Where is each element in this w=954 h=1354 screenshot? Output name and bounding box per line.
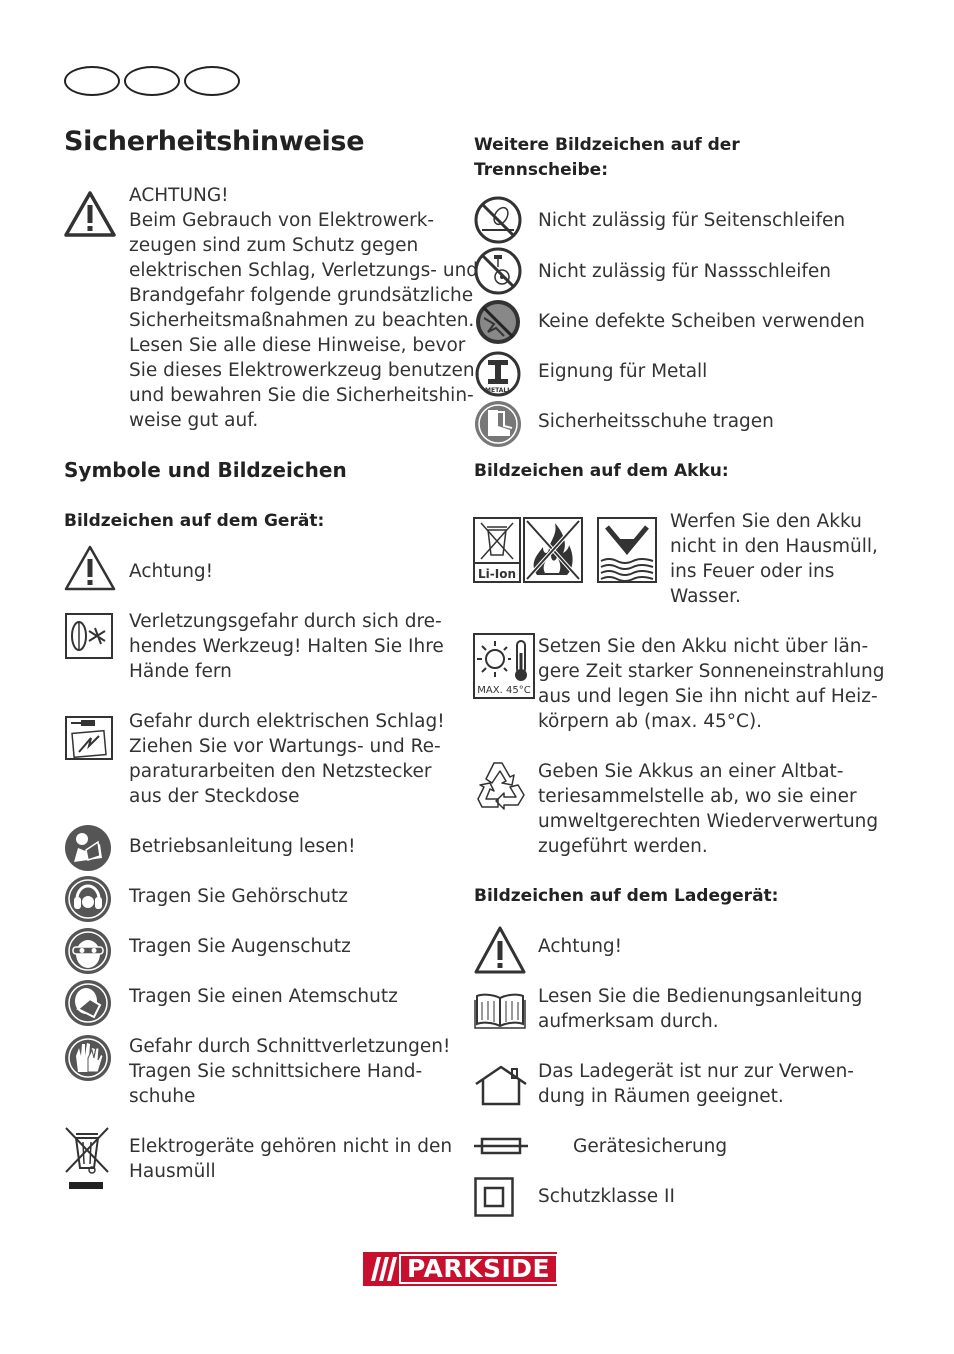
parkside-logo bbox=[363, 1252, 557, 1286]
charger-item-indoor: Das Ladegerät ist nur zur Verwen- dung in Räumen geeignet. bbox=[538, 1061, 854, 1107]
metal-suitability-icon bbox=[474, 351, 522, 397]
no-side-grinding-icon bbox=[474, 196, 522, 244]
open-book-icon bbox=[474, 992, 526, 1030]
respiratory-protection-icon bbox=[64, 979, 112, 1027]
hearing-protection-icon bbox=[64, 875, 112, 923]
charger-item-attention: Achtung! bbox=[538, 936, 623, 957]
weee-crossed-bin-icon bbox=[64, 1126, 110, 1190]
device-item-manual: Betriebsanleitung lesen! bbox=[129, 836, 356, 857]
read-manual-icon bbox=[64, 824, 112, 872]
logo-slashes-icon bbox=[371, 1257, 399, 1281]
disc-symbols-heading bbox=[474, 133, 740, 183]
recycling-icon bbox=[474, 757, 530, 813]
rotating-tool-icon bbox=[65, 613, 113, 659]
device-item-electric: Gefahr durch elektrischen Schlag! Ziehen Sie vor Wartungs- und Re- paraturarbeiten den Netzstecker aus der Steckdose bbox=[129, 711, 445, 807]
charger-item-manual: Lesen Sie die Bedienungsanleitung aufmerksam durch. bbox=[538, 986, 863, 1032]
no-fire-icon bbox=[523, 517, 583, 583]
device-item-hearing: Tragen Sie Gehörschutz bbox=[129, 886, 348, 907]
disc-symbols-heading-text: Weitere Bildzeichen auf der Trennscheibe: bbox=[474, 135, 740, 180]
electric-shock-icon bbox=[65, 716, 113, 760]
warning-title: ACHTUNG! bbox=[129, 185, 229, 206]
warning-triangle-icon bbox=[474, 925, 526, 975]
warning-triangle-icon bbox=[64, 544, 116, 592]
max-temperature-icon bbox=[473, 633, 535, 699]
metal-label: METALL bbox=[485, 387, 511, 394]
device-symbols-heading: Bildzeichen auf dem Gerät: bbox=[64, 511, 325, 531]
warning-triangle-icon bbox=[64, 190, 116, 238]
liion-label: Li-Ion bbox=[478, 567, 516, 581]
disc-item-shoes: Sicherheitsschuhe tragen bbox=[538, 411, 774, 432]
device-item-rotating: Verletzungsgefahr durch sich dre- hendes Werkzeug! Halten Sie Ihre Hände fern bbox=[129, 611, 444, 682]
eye-protection-icon bbox=[64, 927, 112, 975]
device-item-eye: Tragen Sie Augenschutz bbox=[129, 936, 351, 957]
no-wet-grinding-icon bbox=[474, 247, 522, 295]
device-item-attention: Achtung! bbox=[129, 561, 214, 582]
akku-item-heat: Setzen Sie den Akku nicht über län- gere Zeit starker Sonneneinstrahlung aus und legen Sie ihn nicht auf Heiz- körpern ab (max. 45°C). bbox=[538, 636, 885, 732]
disc-item-side: Nicht zulässig für Seitenschleifen bbox=[538, 210, 846, 231]
language-oval bbox=[184, 66, 240, 96]
protective-gloves-icon bbox=[64, 1034, 112, 1082]
warning-text: Beim Gebrauch von Elektrowerk- zeugen sind zum Schutz gegen elektrischen Schlag, Verletzungs- und Brandgefahr folgende grundsätzliche Sicherheitsmaßnahmen zu beachten. Lesen Sie alle diese Hinweise, bevor Sie dieses Elektrowerkzeug benutzen, und bewahren Sie die Sicherheitshin- weise gut auf. bbox=[129, 210, 481, 431]
akku-item-recycle: Geben Sie Akkus an einer Altbat- teriesammelstelle ab, wo sie einer umweltgerechten Wiederverwertung zugeführt werden. bbox=[538, 761, 879, 857]
device-item-weee: Elektrogeräte gehören nicht in den Hausmüll bbox=[129, 1136, 453, 1182]
no-water-icon bbox=[597, 517, 657, 583]
charger-item-fuse: Gerätesicherung bbox=[573, 1136, 728, 1157]
disc-item-metal: Eignung für Metall bbox=[538, 361, 708, 382]
fuse-icon bbox=[474, 1136, 528, 1156]
liion-disposal-icon bbox=[473, 517, 521, 583]
protection-class-ii-icon bbox=[474, 1177, 514, 1217]
akku-symbols-heading: Bildzeichen auf dem Akku: bbox=[474, 461, 729, 481]
safety-shoes-icon bbox=[474, 400, 522, 448]
device-item-breathing: Tragen Sie einen Atemschutz bbox=[129, 986, 398, 1007]
disc-item-wet: Nicht zulässig für Nassschleifen bbox=[538, 261, 831, 282]
charger-symbols-heading: Bildzeichen auf dem Ladegerät: bbox=[474, 886, 779, 906]
device-item-gloves: Gefahr durch Schnittverletzungen! Tragen Sie schnittsichere Hand- schuhe bbox=[129, 1036, 451, 1107]
max-temperature-label: MAX. 45°C bbox=[477, 685, 531, 696]
brand-name: PARKSIDE bbox=[399, 1254, 558, 1284]
symbols-heading: Symbole und Bildzeichen bbox=[64, 458, 347, 482]
no-damaged-disc-icon bbox=[474, 298, 522, 346]
disc-item-damaged: Keine defekte Scheiben verwenden bbox=[538, 311, 865, 332]
page-title: Sicherheitshinweise bbox=[64, 126, 365, 157]
akku-item-disposal: Werfen Sie den Akku nicht in den Hausmüll, ins Feuer oder ins Wasser. bbox=[670, 511, 878, 607]
charger-item-class: Schutzklasse II bbox=[538, 1186, 675, 1207]
language-oval bbox=[124, 66, 180, 96]
language-selector bbox=[64, 66, 240, 96]
language-oval bbox=[64, 66, 120, 96]
indoor-use-house-icon bbox=[474, 1064, 528, 1106]
